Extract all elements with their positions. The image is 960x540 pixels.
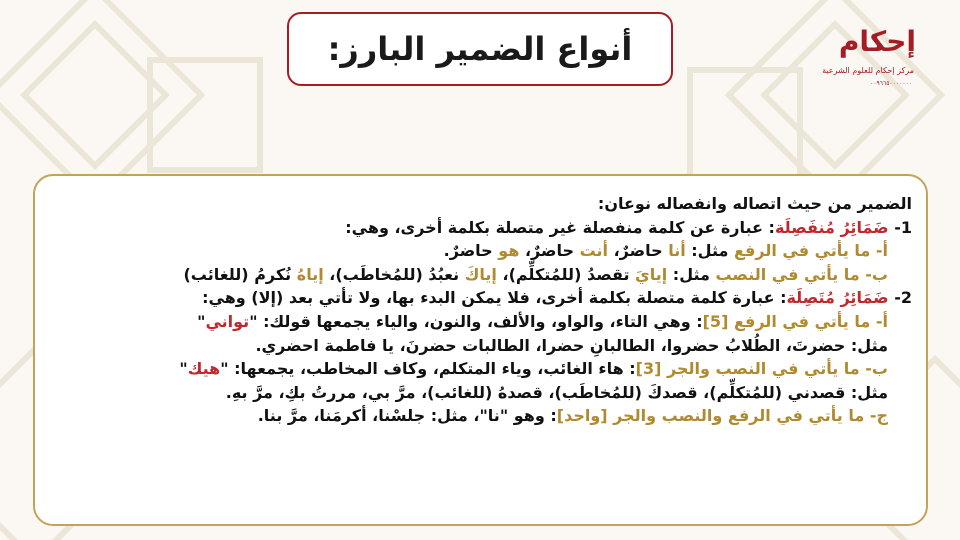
closing-quote: ": [197, 311, 206, 331]
pronoun-anta: أنت: [579, 241, 609, 261]
separate-raf-line: [46, 239, 912, 263]
attached-raf-examples-text: مثل: حضرتَ، الطُلابُ حضروا، الطالبانِ حضرا، الطالبات حضرنَ، يا فاطمة احضري.: [255, 335, 888, 355]
attached-nasb-jarr-examples: [46, 381, 912, 405]
pronoun-huwa: هو: [498, 241, 520, 261]
attached-all-cases-line: [46, 404, 912, 428]
separate-raf-label: أ- ما يأتي في الرفع: [733, 241, 888, 261]
attached-nasb-jarr-examples-text: مثل: قصدني (للمُتكلِّم)، قصدكَ (للمُخاطَب)، قصدهُ (للغائب)، مرَّ بي، مررتُ بكِ، مرَّ بهِ.: [225, 382, 888, 402]
attached-raf-examples: [46, 334, 912, 358]
number-1: 1-: [888, 217, 912, 237]
attached-pronouns-heading: ضَمَائِرُ مُتَصِلَة: [786, 288, 889, 308]
closing-quote: ": [179, 359, 188, 379]
content-text: [46, 192, 912, 428]
example-text: نعبُدُ (للمُخاطَب)،: [323, 264, 465, 284]
intro-line: [46, 192, 912, 216]
separate-pronouns-line: [46, 216, 912, 240]
example-prefix: مثل:: [685, 241, 734, 261]
separate-pronouns-definition: : عبارة عن كلمة منفصلة غير متصلة بكلمة أخرى، وهي:: [345, 217, 775, 237]
example-prefix: مثل:: [667, 264, 716, 284]
pronoun-iyyahu: إياهُ: [296, 264, 324, 284]
mnemonic-tawani: تواني: [205, 311, 250, 331]
attached-raf-text: : وهي التاء، والواو، والألف، والنون، والياء يجمعها قولك: ": [249, 311, 703, 331]
logo-number: ٠٠٩٦٦٥٠٠٠٠٠٠٠: [870, 80, 912, 87]
pronoun-iyyaya: إيايَ: [635, 264, 668, 284]
attached-pronouns-line: [46, 286, 912, 310]
example-text: تقصدُ (للمُتكلِّم)،: [496, 264, 636, 284]
separate-pronouns-heading: ضَمَائِرُ مُنفَصِلَة: [774, 217, 889, 237]
attached-all-cases-label: ج- ما يأتي في الرفع والنصب والجر [واحد]: [556, 406, 888, 426]
attached-all-cases-text: : وهو "نا"، مثل: جلسْنا، أكرمَنا، مرَّ بنا.: [257, 406, 557, 426]
page-title: أنواع الضمير البارز:: [327, 30, 633, 68]
pronoun-ana: أنا: [668, 241, 686, 261]
attached-nasb-jarr-text: : هاء الغائب، وياء المتكلم، وكاف المخاطب، يجمعها: ": [220, 359, 636, 379]
example-text: نُكرمُ (للغائب): [183, 264, 297, 284]
title-box: [287, 12, 673, 86]
example-word: حاضرٌ،: [608, 241, 669, 261]
content-box: [33, 174, 928, 526]
attached-nasb-jarr-label: ب- ما يأتي في النصب والجر [3]: [635, 359, 888, 379]
example-word: حاضرٌ.: [443, 241, 499, 261]
logo-wordmark: إحكام: [838, 25, 916, 58]
logo-subtitle: مركز إحكام للعلوم الشرعية: [822, 66, 914, 75]
mnemonic-hayk: هيك: [187, 359, 221, 379]
attached-raf-line: [46, 310, 912, 334]
pronoun-iyyaka: إياكَ: [464, 264, 497, 284]
number-2: 2-: [888, 288, 912, 308]
example-word: حاضرٌ،: [519, 241, 580, 261]
attached-nasb-jarr-line: [46, 357, 912, 381]
separate-nasb-label: ب- ما يأتي في النصب: [715, 264, 888, 284]
attached-pronouns-definition: : عبارة كلمة متصلة بكلمة أخرى، فلا يمكن البدء بها، ولا تأتي بعد (إلا) وهي:: [202, 288, 787, 308]
logo: [822, 25, 916, 94]
attached-raf-label: أ- ما يأتي في الرفع [5]: [702, 311, 888, 331]
separate-nasb-line: [46, 263, 912, 287]
intro-text: الضمير من حيث اتصاله وانفصاله نوعان:: [597, 194, 912, 213]
